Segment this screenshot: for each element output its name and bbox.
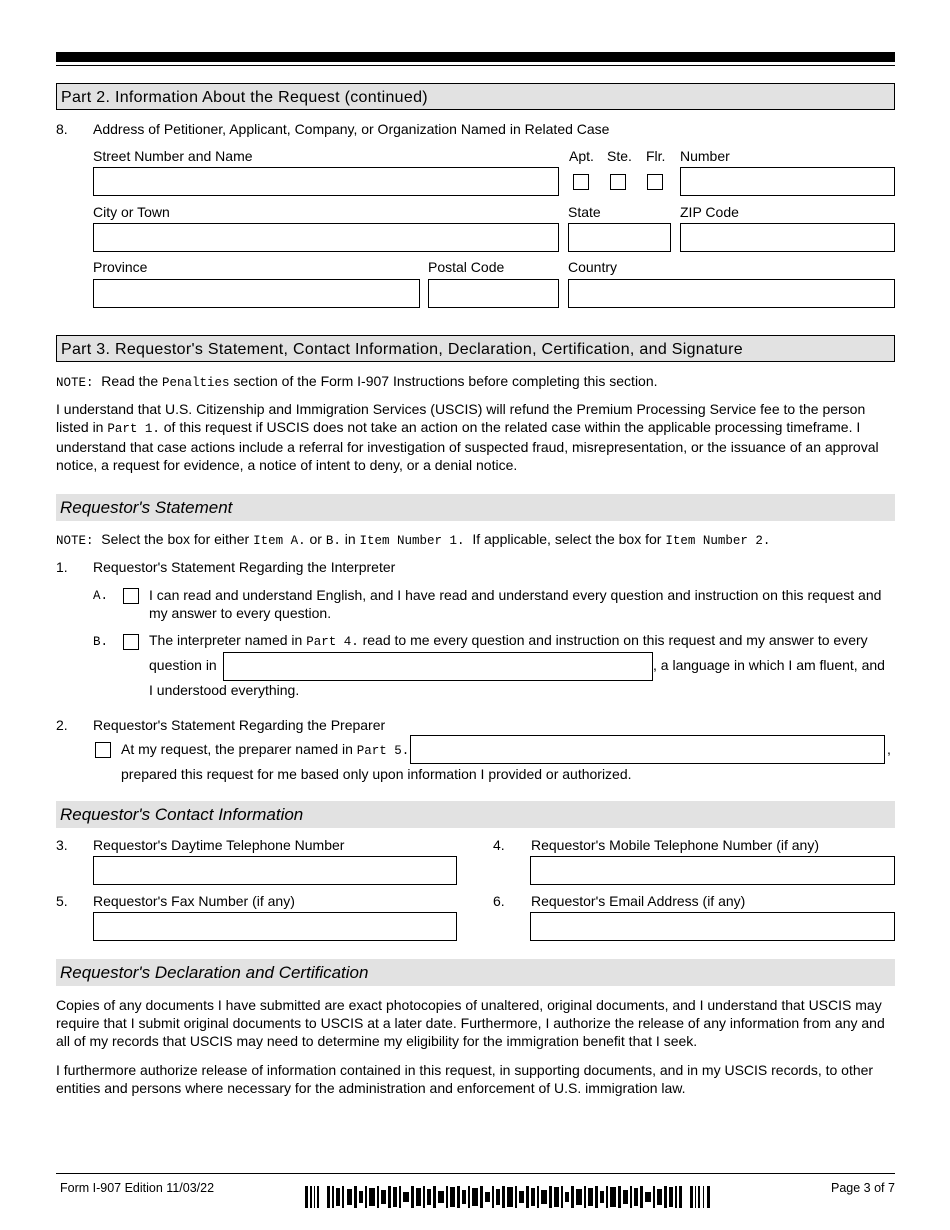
- part3-header: Part 3. Requestor's Statement, Contact Information, Declaration, Certification, and Signature: [56, 335, 895, 362]
- statement-note: [56, 530, 770, 550]
- preparer-name-input[interactable]: [410, 735, 885, 764]
- city-input[interactable]: [93, 223, 559, 252]
- item1-number: 1.: [56, 559, 68, 575]
- note-item2: Item Number 2.: [665, 534, 771, 548]
- barcode-image: [305, 1186, 712, 1208]
- para1-part1: Part 1.: [107, 422, 160, 436]
- language-input[interactable]: [223, 652, 653, 681]
- para1-b: of this request if USCIS does not take an action on the related case within the applicable processing timeframe. I understand that case actions include a referral for investigation of suspected fraud, misrepresentation, or the issuance of an approval notice, a request for evidence, a notice of intent to deny, or a denial notice.: [56, 419, 879, 473]
- item6-label: Requestor's Email Address (if any): [531, 893, 746, 909]
- option-b-line1: [149, 631, 868, 651]
- top-rule-thin: [56, 65, 895, 66]
- note-b: If applicable, select the box for: [472, 531, 662, 547]
- preparer-text-b: prepared this request for me based only upon information I provided or authorized.: [121, 766, 632, 782]
- option-b-line3: I understood everything.: [149, 682, 300, 698]
- item8-label: Address of Petitioner, Applicant, Company, or Organization Named in Related Case: [93, 121, 610, 137]
- option-a-letter: A.: [93, 589, 109, 603]
- note-a: Select the box for either: [101, 531, 250, 547]
- zip-input[interactable]: [680, 223, 895, 252]
- flr-label: Flr.: [646, 148, 666, 164]
- zip-label: ZIP Code: [680, 204, 739, 220]
- item8-number: 8.: [56, 121, 68, 137]
- para1-a: I understand that U.S. Citizenship and Immigration Services (USCIS) will refund the Premium Processing Service fee to the person listed in: [56, 401, 866, 435]
- top-rule-thick: [56, 52, 895, 62]
- mobile-phone-input[interactable]: [530, 856, 895, 885]
- prep-part5: Part 5.: [356, 744, 410, 758]
- street-input[interactable]: [93, 167, 559, 196]
- note-prefix: NOTE:: [56, 376, 94, 390]
- item3-number: 3.: [56, 837, 68, 853]
- email-input[interactable]: [530, 912, 895, 941]
- b-text-b: read to me every question and instruction on this request and my answer to every: [362, 632, 868, 648]
- country-label: Country: [568, 259, 618, 275]
- country-input[interactable]: [568, 279, 895, 308]
- item2-number: 2.: [56, 717, 68, 733]
- number-label: Number: [680, 148, 730, 164]
- apt-checkbox[interactable]: [573, 174, 589, 190]
- item4-number: 4.: [493, 837, 505, 853]
- street-label: Street Number and Name: [93, 148, 253, 164]
- note-item-a: Item A.: [253, 534, 306, 548]
- preparer-text-a: [121, 740, 413, 760]
- fax-input[interactable]: [93, 912, 457, 941]
- footer-rule: [56, 1173, 895, 1174]
- number-input[interactable]: [680, 167, 895, 196]
- footer-form-id: Form I-907 Edition 11/03/22: [60, 1181, 215, 1195]
- contact-header: Requestor's Contact Information: [56, 801, 895, 828]
- option-b-letter: B.: [93, 635, 109, 649]
- note-text-a: Read the: [101, 373, 159, 389]
- option-b-line2-end: , a language in which I am fluent, and: [653, 657, 885, 673]
- declaration-paragraph-2: I furthermore authorize release of information contained in this request, in supporting documents, and in my USCIS records, to other entities and persons where necessary for the administration and enforcement of U.S. immigration law.: [56, 1062, 874, 1096]
- declaration-header: Requestor's Declaration and Certification: [56, 959, 895, 986]
- note-in: in: [344, 531, 356, 547]
- apt-label: Apt.: [569, 148, 594, 164]
- b-text-a: The interpreter named in: [149, 632, 303, 648]
- note-prefix: NOTE:: [56, 534, 94, 548]
- note-text-b: section of the Form I-907 Instructions before completing this section.: [233, 373, 658, 389]
- note-or: or: [309, 531, 322, 547]
- province-label: Province: [93, 259, 148, 275]
- option-a-checkbox[interactable]: [123, 588, 139, 604]
- option-b-question-in: question in: [149, 657, 217, 673]
- note-b-letter: B.: [325, 534, 341, 548]
- flr-checkbox[interactable]: [647, 174, 663, 190]
- part2-header: Part 2. Information About the Request (continued): [56, 83, 895, 110]
- b-part4: Part 4.: [306, 635, 359, 649]
- ste-label: Ste.: [607, 148, 632, 164]
- daytime-phone-input[interactable]: [93, 856, 457, 885]
- state-select[interactable]: [568, 223, 671, 252]
- item4-label: Requestor's Mobile Telephone Number (if any): [531, 837, 820, 853]
- city-label: City or Town: [93, 204, 170, 220]
- part3-paragraph: [56, 400, 895, 474]
- province-input[interactable]: [93, 279, 420, 308]
- note-penalties: Penalties: [162, 376, 230, 390]
- preparer-checkbox[interactable]: [95, 742, 111, 758]
- postal-input[interactable]: [428, 279, 559, 308]
- item5-label: Requestor's Fax Number (if any): [93, 893, 295, 909]
- postal-label: Postal Code: [428, 259, 505, 275]
- prep-a: At my request, the preparer named in: [121, 741, 353, 757]
- item5-number: 5.: [56, 893, 68, 909]
- item2-label: Requestor's Statement Regarding the Preparer: [93, 717, 386, 733]
- note-item1: Item Number 1.: [359, 534, 465, 548]
- footer-page: Page 3 of 7: [831, 1181, 895, 1195]
- item1-label: Requestor's Statement Regarding the Interpreter: [93, 559, 396, 575]
- option-a-text: I can read and understand English, and I have read and understand every question and instruction on this request and my answer to every question.: [149, 587, 882, 621]
- part3-note: [56, 372, 658, 392]
- statement-header: Requestor's Statement: [56, 494, 895, 521]
- option-b-checkbox[interactable]: [123, 634, 139, 650]
- item3-label: Requestor's Daytime Telephone Number: [93, 837, 345, 853]
- ste-checkbox[interactable]: [610, 174, 626, 190]
- state-label: State: [568, 204, 601, 220]
- item6-number: 6.: [493, 893, 505, 909]
- declaration-paragraph-1: Copies of any documents I have submitted are exact photocopies of unaltered, original documents, and I understand that USCIS may require that I submit original documents to USCIS at a later date. Furthermore, I authorize the release of any information from any and all of my records that USCIS may need to determine my eligibility for the immigration benefit that I seek.: [56, 997, 885, 1049]
- preparer-comma: ,: [887, 741, 891, 757]
